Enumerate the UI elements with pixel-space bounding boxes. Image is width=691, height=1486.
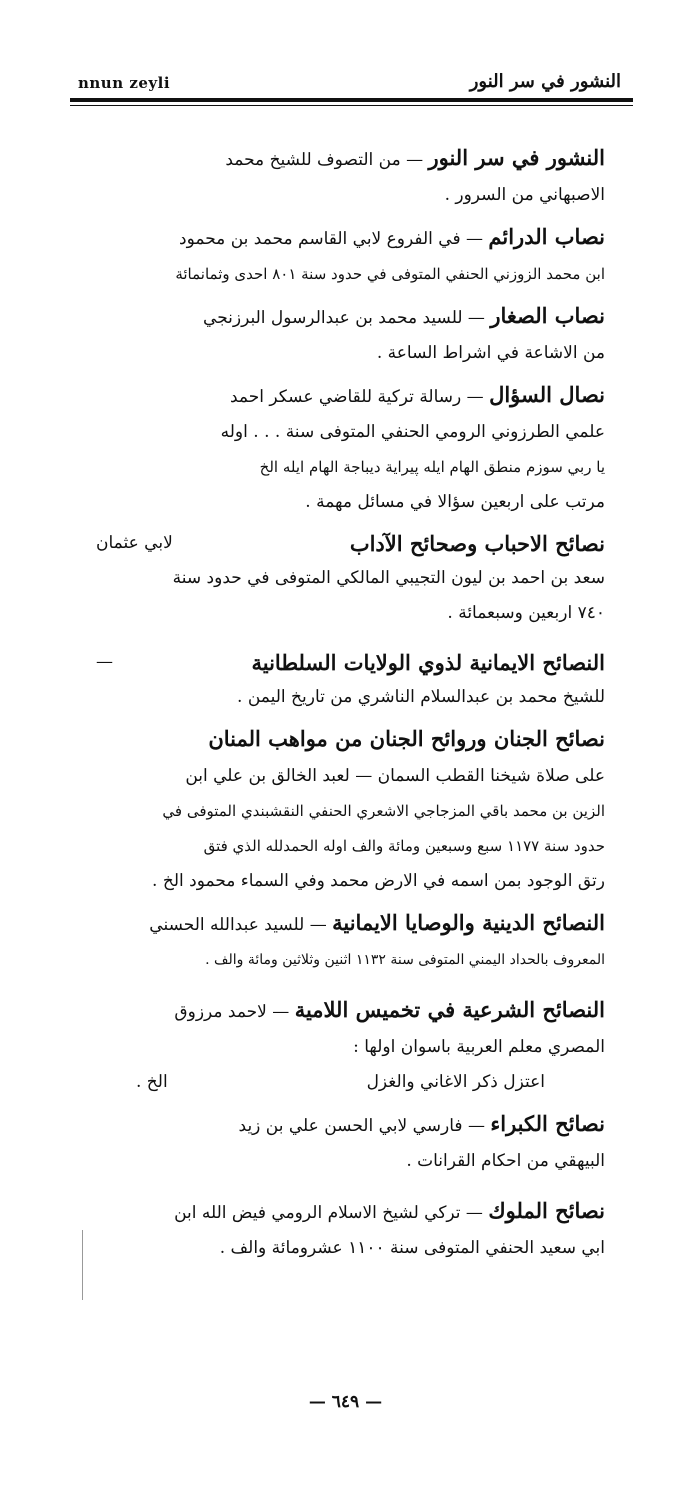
entry-line: حدود سنة ١١٧٧ سبع وسبعين ومائة والف اوله الحمدلله الذي فتق [203, 837, 605, 855]
header-rule-thin [70, 105, 633, 106]
entry-line: لابي عثمان [96, 533, 173, 553]
entry-line: — للسيد عبدالله الحسني [149, 915, 327, 935]
entry-line: ابي سعيد الحنفي المتوفى سنة ١١٠٠ عشرومائة والف . [219, 1238, 605, 1258]
entry-line: — [96, 652, 113, 672]
entry-line: — فارسي لابي الحسن علي بن زيد [238, 1116, 485, 1136]
header-left-text: nnun zeyli [78, 74, 171, 92]
running-header [78, 62, 621, 92]
entry-line: المصري معلم العربية باسوان اولها : [353, 1037, 605, 1057]
entry-line: — رسالة تركية للقاضي عسكر احمد [230, 387, 484, 407]
entry [96, 905, 605, 978]
entry-title: نصاب الدرائم [488, 224, 605, 249]
margin-mark [82, 1230, 83, 1300]
entry [96, 219, 605, 292]
entry-line: سعد بن احمد بن ليون التجيبي المالكي المتوفى في حدود سنة [172, 568, 605, 588]
entry-title: النصائح الدينية والوصايا الايمانية [332, 910, 605, 935]
entry-title: نصائح الاحباب وصحائح الآداب [349, 531, 605, 556]
verse-line [96, 1065, 605, 1100]
entry-line: المعروف بالحداد اليمني المتوفى سنة ١١٣٢ اثنين وثلاثين ومائة والف . [205, 952, 605, 968]
entry-line: للشيخ محمد بن عبدالسلام الناشري من تاريخ اليمن . [237, 687, 605, 707]
entry-line: — تركي لشيخ الاسلام الرومي فيض الله ابن [174, 1203, 483, 1223]
entry-title: النشور في سر النور [428, 145, 605, 170]
entry-title: النصائح الشرعية في تخميس اللامية [294, 997, 605, 1022]
entry-line: الزين بن محمد باقي المزجاجي الاشعري الحنفي النقشبندي المتوفى في [162, 802, 605, 820]
header-rule-thick [70, 98, 633, 102]
entry [96, 721, 605, 899]
entry-line: — لاحمد مرزوق [174, 1002, 290, 1022]
entry [96, 645, 605, 715]
entry [96, 1106, 605, 1179]
entry-title: نصال السؤال [489, 382, 605, 407]
page-number: — ٦٤٩ — [308, 1392, 383, 1412]
entry [96, 298, 605, 371]
header-right-text: النشور في سر النور [469, 71, 621, 92]
entry [96, 526, 605, 631]
entry [96, 377, 605, 520]
verse-hemistich: اعتزل ذكر الاغاني والغزل [366, 1072, 545, 1092]
entry-line: — للسيد محمد بن عبدالرسول البرزنجي [203, 308, 485, 328]
entry-line: علمي الطرزوني الرومي الحنفي المتوفى سنة . . . اوله [220, 422, 605, 442]
entry-line: على صلاة شيخنا القطب السمان — لعبد الخالق بن علي ابن [185, 766, 605, 786]
entry [96, 1193, 605, 1266]
entry-line: رتق الوجود بمن اسمه في الارض محمد وفي السماء محمود الخ . [152, 871, 605, 891]
entry-line: — في الفروع لابي القاسم محمد بن محمود [179, 229, 483, 249]
entry-title: نصائح الكبراء [490, 1111, 605, 1136]
entry-line: يا ربي سوزم منطق الهام ايله پيراية ديباجة الهام ايله الخ [259, 458, 605, 476]
verse-end: الخ . [136, 1072, 168, 1092]
entry-title: نصاب الصغار [490, 303, 605, 328]
entry [96, 140, 605, 213]
entry-line: من الاشاعة في اشراط الساعة . [376, 343, 605, 363]
entry [96, 992, 605, 1100]
entries-body [96, 140, 605, 1266]
entry-title: نصائح الجنان وروائح الجنان من مواهب المنان [208, 726, 605, 751]
entry-line: مرتب على اربعين سؤالا في مسائل مهمة . [305, 492, 605, 512]
entry-title: النصائح الايمانية لذوي الولايات السلطانية [251, 650, 605, 675]
entry-title: نصائح الملوك [488, 1198, 605, 1223]
entry-line: البيهقي من احكام القرانات . [406, 1151, 605, 1171]
entry-line: ابن محمد الزوزني الحنفي المتوفى في حدود سنة ٨٠١ احدى وثمانمائة [175, 265, 605, 283]
entry-line: الاصبهاني من السرور . [444, 185, 605, 205]
entry-line: — من التصوف للشيخ محمد [225, 150, 424, 170]
entry-line: ٧٤٠ اربعين وسبعمائة . [447, 603, 605, 623]
